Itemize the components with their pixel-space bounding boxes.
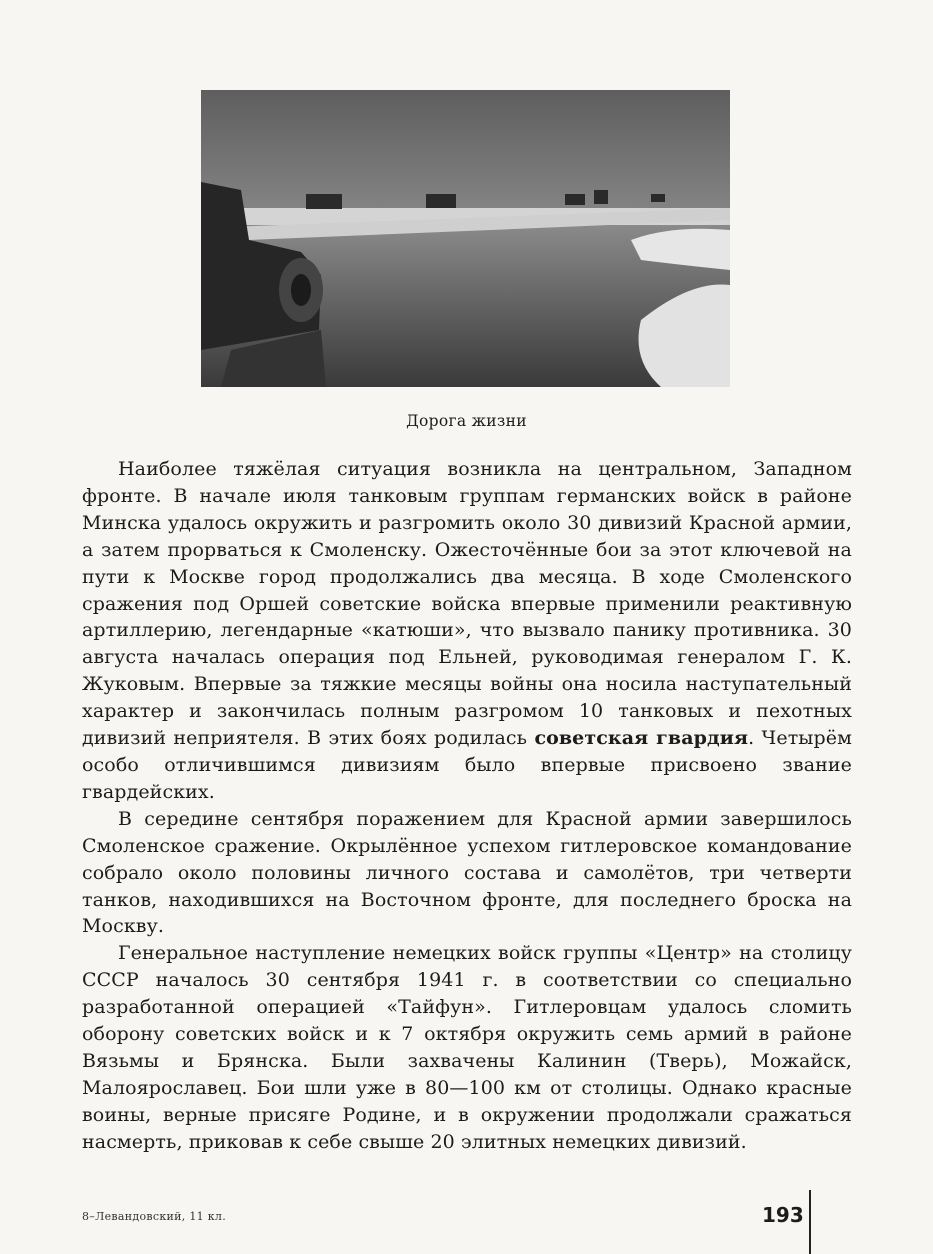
photo-road-of-life: [201, 90, 730, 387]
main-text: [82, 456, 852, 1156]
text-segment: В середине сентября поражением для Красной армии завершилось Смоленское сражение. Окрылённое успехом гитлеровское командование собрало около половины личного состава и самолётов, три четверти танков, находившихся на Восточном фронте, для последнего броска на Москву.: [82, 807, 852, 938]
photo-illustration: [201, 90, 730, 387]
paragraph: [82, 940, 852, 1155]
paragraph: [82, 456, 852, 806]
bold-term: советская гвардия: [534, 727, 749, 750]
page-edge-rule: [809, 1190, 811, 1254]
text-segment: Генеральное наступление немецких войск группы «Центр» на столицу СССР началось 30 сентября 1941 г. в соответствии со специально разработанной операцией «Тайфун». Гитлеровцам удалось сломить оборону советских войск и к 7 октября окружить семь армий в районе Вязьмы и Брянска. Были захвачены Калинин (Тверь), Можайск, Малоярославец. Бои шли уже в 80—100 км от столицы. Однако красные воины, верные присяге Родине, и в окружении продолжали сражаться насмерть, приковав к себе свыше 20 элитных немецких дивизий.: [82, 942, 852, 1153]
footer-note: 8–Левандовский, 11 кл.: [82, 1210, 227, 1223]
text-segment: . Четырём особо отличившимся дивизиям было впервые присвоено звание гвардейских.: [82, 727, 853, 803]
photo-caption: Дорога жизни: [406, 412, 527, 430]
text-segment: Наиболее тяжёлая ситуация возникла на центральном, Западном фронте. В начале июля танковым группам германских войск в районе Минска удалось окружить и разгромить около 30 дивизий Красной армии, а затем прорваться к Смоленску. Ожесточённые бои за этот ключевой на пути к Москве город продолжались два месяца. В ходе Смоленского сражения под Оршей советские войска впервые применили реактивную артиллерию, легендарные «катюши», что вызвало панику противника. 30 августа началась операция под Ельней, руководимая генералом Г. К. Жуковым. Впервые за тяжкие месяцы войны она носила наступательный характер и закончилась полным разгромом 10 танковых и пехотных дивизий неприятеля. В этих боях родилась: [82, 458, 852, 750]
page-number: 193: [762, 1203, 804, 1227]
paragraph: [82, 806, 852, 941]
